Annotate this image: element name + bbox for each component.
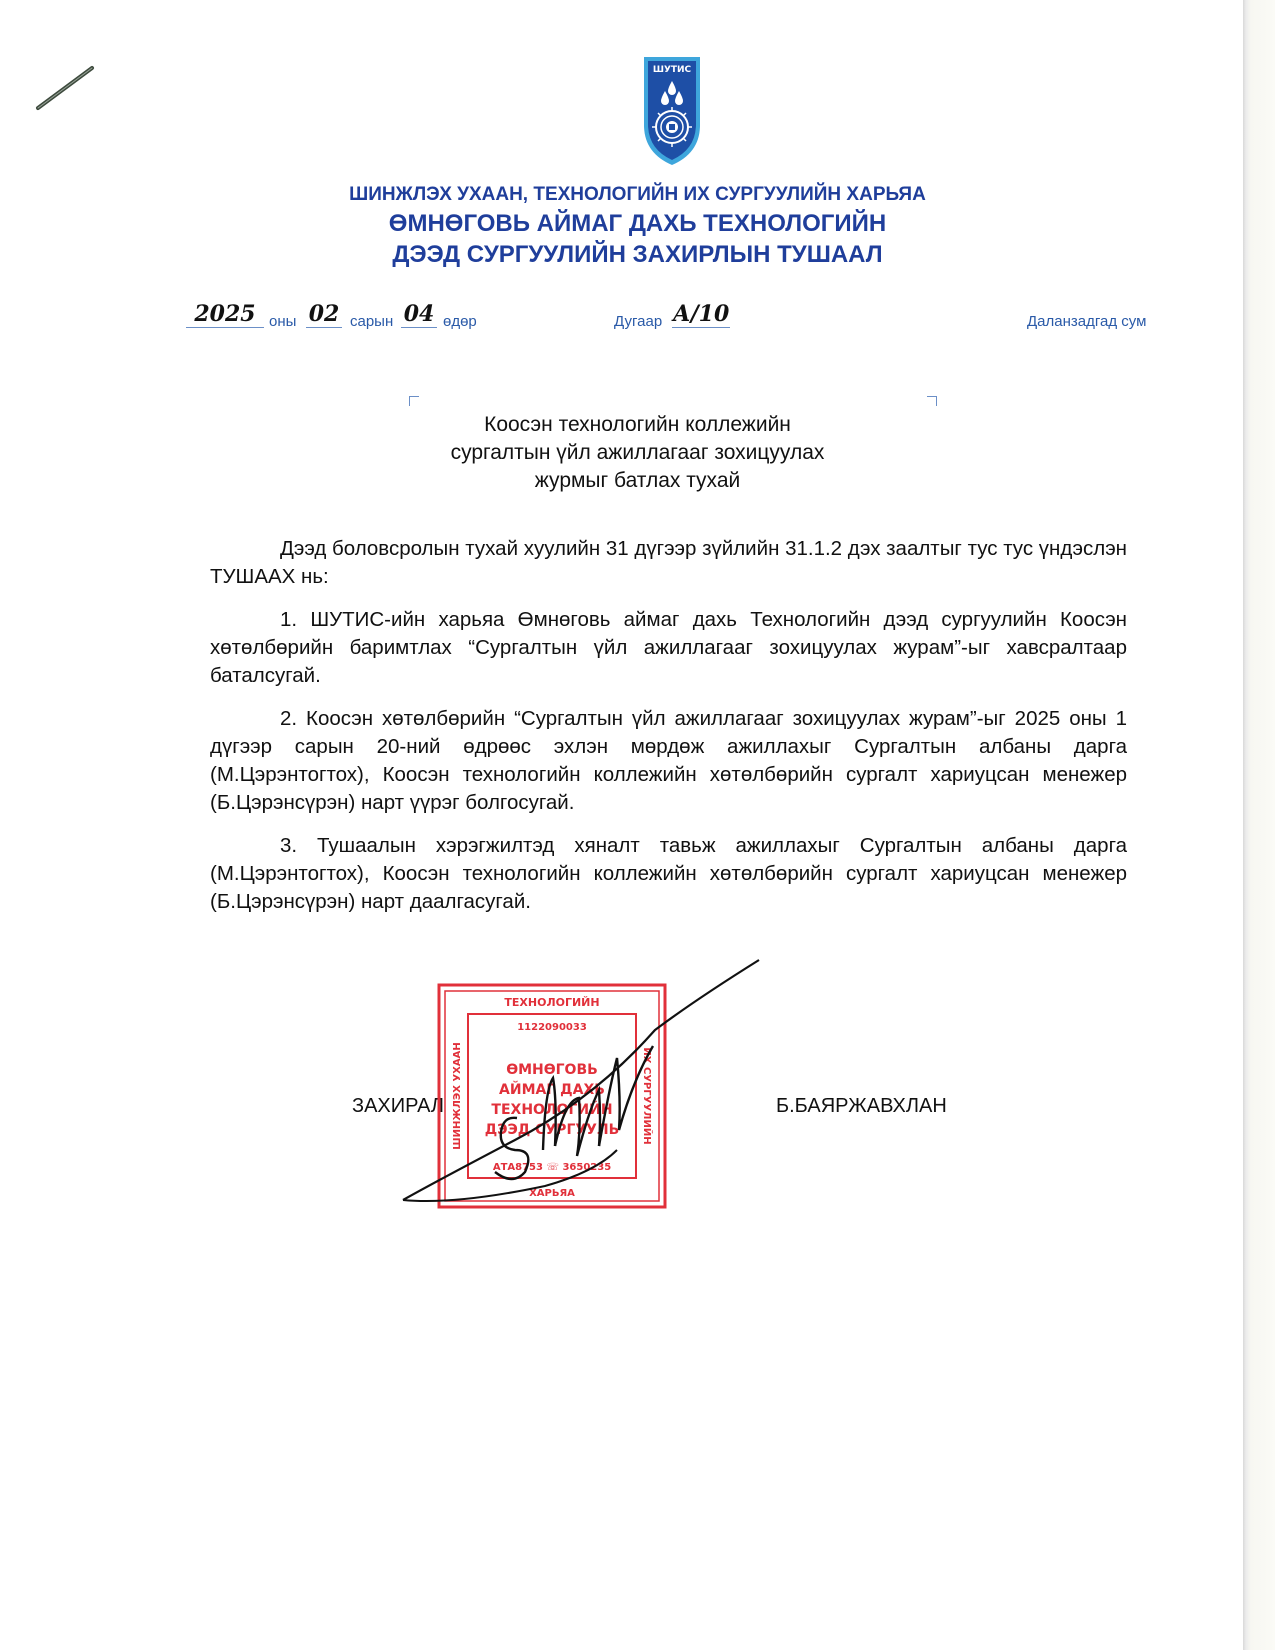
stamp-center-3: ТЕХНОЛОГИЙН xyxy=(491,1102,613,1118)
header-order-title: ДЭЭД СУРГУУЛИЙН ЗАХИРЛЫН ТУШААЛ xyxy=(392,241,883,268)
preamble-paragraph: Дээд боловсролын тухай хуулийн 31 дүгээр зүйлийн 31.1.2 дэх заалтыг тус тус үндэслэн ТУШААХ нь: xyxy=(210,537,1127,588)
order-item-2: 2. Коосэн хөтөлбөрийн “Сургалтын үйл ажиллагааг зохицуулах журам”-ыг 2025 оны 1 дүгээр сарын 20-ний өдрөөс эхлэн мөрдөж ажиллахыг Сургалтын албаны дарга (М.Цэрэнтогтох), Коосэн технологийн коллежийн хөтөлбөрийн сургалт хариуцсан менежер (Б.Цэрэнсүрэн) нарт үүрэг болгосугай. xyxy=(210,707,1127,814)
place-label: Даланзадгад сум xyxy=(1027,313,1147,330)
date-month-field: 02 xyxy=(306,301,342,328)
subject-title-line-2: сургалтын үйл ажиллагааг зохицуулах xyxy=(450,441,825,464)
university-emblem-icon xyxy=(642,55,702,167)
stamp-phone: АТА8753 ☏ 3650235 xyxy=(492,1162,612,1173)
order-number-field: А/10 xyxy=(672,301,730,327)
stamp-bottom-text: ХАРЬЯА xyxy=(529,1188,575,1199)
logo-text: ШУТИС xyxy=(652,65,692,75)
stamp-registry: 1122090033 xyxy=(517,1022,587,1033)
stamp-center-1: ӨМНӨГОВЬ xyxy=(506,1062,598,1078)
stamp-right-text: ИХ СУРГУУЛИЙН xyxy=(641,1047,652,1145)
date-number-line xyxy=(0,296,1275,336)
header-institution-line: ШИНЖЛЭХ УХААН, ТЕХНОЛОГИЙН ИХ СУРГУУЛИЙН ХАРЬЯА xyxy=(349,184,926,205)
signer-position: ЗАХИРАЛ xyxy=(352,1095,445,1117)
date-day-field: 04 xyxy=(401,301,437,328)
stamp-center-2: АЙМАГ ДАХЬ xyxy=(499,1082,605,1098)
stamp-left-text: ШИНЖЛЭХ УХААН xyxy=(452,1042,463,1150)
signer-name: Б.БАЯРЖАВХЛАН xyxy=(776,1095,947,1117)
staple-mark-icon xyxy=(30,60,110,120)
title-corner-right xyxy=(927,396,937,406)
handwritten-signature xyxy=(395,950,765,1210)
header-school-line: ӨМНӨГОВЬ АЙМАГ ДАХЬ ТЕХНОЛОГИЙН xyxy=(388,210,887,237)
month-label: сарын xyxy=(350,313,394,330)
stamp-top-text: ТЕХНОЛОГИЙН xyxy=(504,996,600,1009)
subject-title-line-1: Коосэн технологийн коллежийн xyxy=(484,413,791,436)
day-label: өдөр xyxy=(443,313,477,330)
order-body xyxy=(210,535,1127,931)
order-item-3: 3. Тушаалын хэрэгжилтэд хяналт тавьж ажиллахыг Сургалтын албаны дарга (М.Цэрэнтогтох), Коосэн технологийн коллежийн хөтөлбөрийн сургалт хариуцсан менежер (Б.Цэрэнсүрэн) нарт даалгасугай. xyxy=(210,834,1127,913)
date-year-field: 2025 xyxy=(186,301,264,328)
number-label: Дугаар xyxy=(614,313,663,330)
order-item-1: 1. ШУТИС-ийн харьяа Өмнөговь аймаг дахь Технологийн дээд сургуулийн Коосэн хөтөлбөрийн баримтлах “Сургалтын үйл ажиллагааг зохицуулах журам”-ыг хавсралтаар баталсугай. xyxy=(210,608,1127,687)
subject-title-line-3: журмыг батлах тухай xyxy=(534,469,741,492)
stamp-center-4: ДЭЭД СУРГУУЛЬ xyxy=(484,1122,620,1138)
year-label: оны xyxy=(269,313,297,330)
title-corner-left xyxy=(409,396,419,406)
